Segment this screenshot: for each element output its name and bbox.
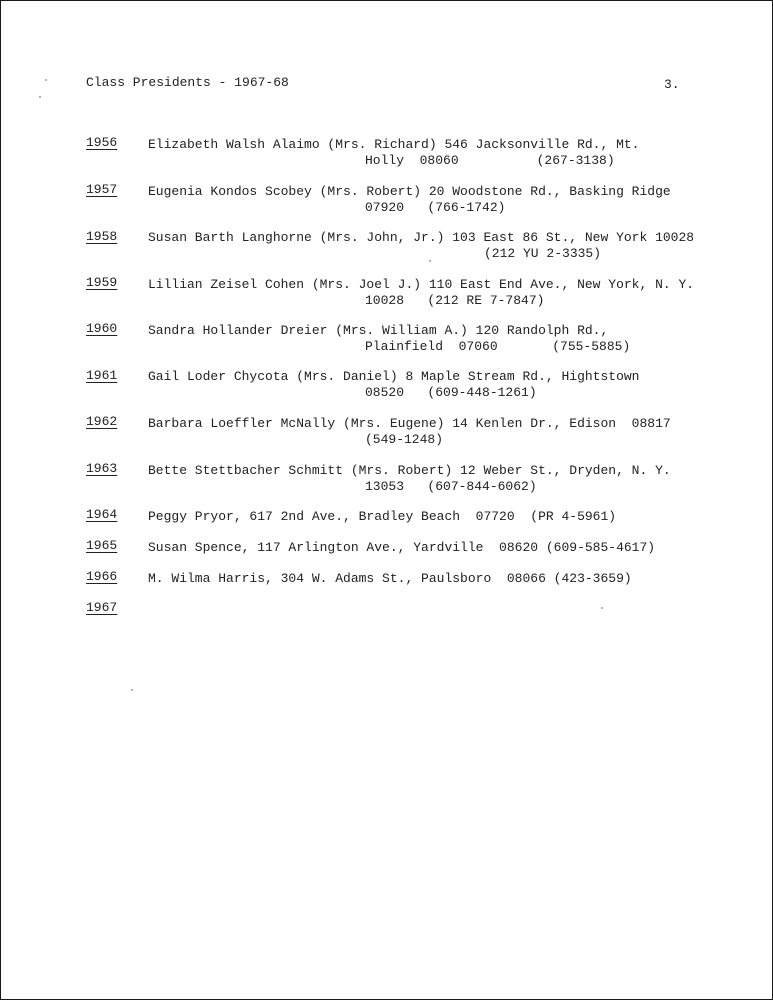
entry-line-2: (549-1248) [365, 432, 444, 447]
class-year: 1956 [86, 135, 118, 150]
class-year: 1963 [86, 461, 118, 476]
class-year: 1959 [86, 275, 118, 290]
entry-line-2: (212 YU 2-3335) [484, 246, 602, 261]
entry-line-1: Peggy Pryor, 617 2nd Ave., Bradley Beach 07720 (PR 4-5961) [148, 509, 617, 524]
entry-line-1: Sandra Hollander Dreier (Mrs. William A.) 120 Randolph Rd., [148, 323, 609, 338]
class-year: 1966 [86, 569, 118, 584]
class-year: 1962 [86, 414, 118, 429]
entry-line-1: Lillian Zeisel Cohen (Mrs. Joel J.) 110 East End Ave., New York, N. Y. [148, 277, 695, 292]
entry-line-1: Gail Loder Chycota (Mrs. Daniel) 8 Maple Stream Rd., Hightstown [148, 369, 640, 384]
entry-line-1: Eugenia Kondos Scobey (Mrs. Robert) 20 Woodstone Rd., Basking Ridge [148, 184, 671, 199]
entry-line-2: 07920 (766-1742) [365, 200, 506, 215]
entry-line-2: Holly 08060 (267-3138) [365, 153, 615, 168]
entry-line-1: Susan Spence, 117 Arlington Ave., Yardville 08620 (609-585-4617) [148, 540, 656, 555]
class-year: 1960 [86, 321, 118, 336]
entry-line-1: M. Wilma Harris, 304 W. Adams St., Paulsboro 08066 (423-3659) [148, 571, 632, 586]
entry-line-1: Susan Barth Langhorne (Mrs. John, Jr.) 103 East 86 St., New York 10028 [148, 230, 695, 245]
entry-line-2: 13053 (607-844-6062) [365, 479, 537, 494]
class-year: 1961 [86, 368, 118, 383]
scan-speck [39, 96, 41, 98]
entry-line-1: Bette Stettbacher Schmitt (Mrs. Robert) 12 Weber St., Dryden, N. Y. [148, 463, 671, 478]
scan-speck [601, 607, 603, 609]
class-year: 1967 [86, 600, 118, 615]
entry-line-1: Elizabeth Walsh Alaimo (Mrs. Richard) 546 Jacksonville Rd., Mt. [148, 137, 640, 152]
scan-speck [429, 260, 431, 262]
entry-line-2: Plainfield 07060 (755-5885) [365, 339, 631, 354]
class-year: 1958 [86, 229, 118, 244]
page-number: 3. [664, 77, 680, 92]
entry-line-2: 08520 (609-448-1261) [365, 385, 537, 400]
page-title: Class Presidents - 1967-68 [86, 75, 289, 90]
class-year: 1965 [86, 538, 118, 553]
entry-line-2: 10028 (212 RE 7-7847) [365, 293, 545, 308]
scan-speck [131, 689, 133, 691]
class-year: 1957 [86, 182, 118, 197]
scan-speck [45, 79, 47, 81]
entry-line-1: Barbara Loeffler McNally (Mrs. Eugene) 14 Kenlen Dr., Edison 08817 [148, 416, 671, 431]
class-year: 1964 [86, 507, 118, 522]
